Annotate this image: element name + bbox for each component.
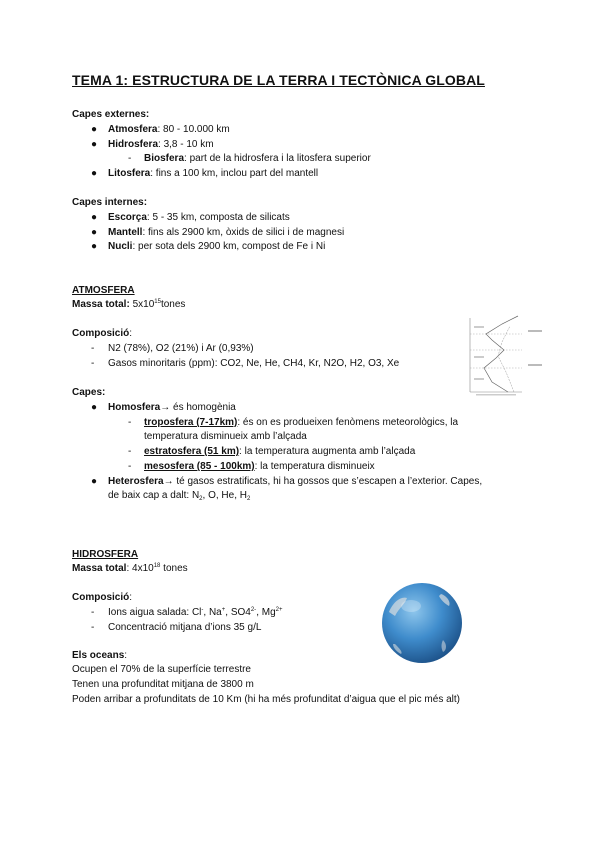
dash-icon: - <box>128 461 132 472</box>
oceans-line: Poden arribar a profunditats de 10 Km (hi ha més profunditat d’aigua que el pic més alt) <box>72 694 460 705</box>
list-item-litosfera: Litosfera: fins a 100 km, inclou part del mantell <box>108 168 319 179</box>
oceans-line: Ocupen el 70% de la superfície terrestre <box>72 664 251 675</box>
list-item-estratosfera: estratosfera (51 km): la temperatura augmenta amb l’alçada <box>144 446 416 457</box>
list-item-homosfera: Homosfera→ és homogènia <box>108 402 236 413</box>
axis-label-mark <box>476 394 516 396</box>
hidrosfera-composicio-heading: Composició: <box>72 592 133 603</box>
globe-sphere <box>382 583 462 663</box>
label-mark <box>528 330 542 332</box>
bullet-icon: ● <box>91 402 98 413</box>
atmosphere-profile-diagram <box>462 312 546 398</box>
composicio-item: Gasos minoritaris (ppm): CO2, Ne, He, CH4, Kr, N2O, H2, O3, Xe <box>108 358 400 369</box>
concentracio-item: Concentració mitjana d’ions 35 g/L <box>108 622 262 633</box>
troposfera-continuation: temperatura disminueix amb l’alçada <box>144 431 307 442</box>
list-item-nucli: Nucli: per sota dels 2900 km, compost de Fe i Ni <box>108 241 326 252</box>
heterosfera-continuation: de baix cap a dalt: $N_2$, O, He, $H_2$ <box>108 490 251 502</box>
bullet-icon: ● <box>91 212 98 223</box>
page-title: TEMA 1: ESTRUCTURA DE LA TERRA I TECTÒNICA GLOBAL <box>72 72 485 88</box>
list-item-hidrosfera: Hidrosfera: 3,8 - 10 km <box>108 139 214 150</box>
list-item-mantell: Mantell: fins als 2900 km, òxids de silici i de magnesi <box>108 227 345 238</box>
list-item-atmosfera: Atmosfera: 80 - 10.000 km <box>108 124 230 135</box>
globe-highlight <box>401 600 421 612</box>
composicio-item: N2 (78%), O2 (21%) i Ar (0,93%) <box>108 343 254 354</box>
bullet-icon: ● <box>91 139 98 150</box>
dash-icon: - <box>91 343 95 354</box>
list-item-mesosfera: mesosfera (85 - 100km): la temperatura disminueix <box>144 461 375 472</box>
label-mark <box>474 326 484 328</box>
capes-externes-heading: Capes externes: <box>72 109 150 120</box>
dash-icon: - <box>91 622 95 633</box>
dash-icon: - <box>128 446 132 457</box>
capes-heading: Capes: <box>72 387 106 398</box>
atmosfera-heading: ATMOSFERA <box>72 285 135 296</box>
hidrosfera-massa: Massa total: $4x10^{18}$ tones <box>72 563 188 574</box>
list-item-heterosfera: Heterosfera→ té gasos estratificats, hi ha gossos que s’escapen a l’exterior. Capes, <box>108 476 483 487</box>
ions-item: Ions aigua salada: Cl-, Na+, $SO4^{2-}$, $Mg^{2+}$ <box>108 607 283 618</box>
bullet-icon: ● <box>91 168 98 179</box>
list-item-escorca: Escorça: 5 - 35 km, composta de silicats <box>108 212 290 223</box>
label-mark <box>528 364 542 366</box>
list-item-troposfera: troposfera (7-17km): és on es produeixen fenòmens meteorològics, la <box>144 417 459 428</box>
atmosfera-massa: Massa total: $5x10^{15}tones$ <box>72 299 186 310</box>
bullet-icon: ● <box>91 476 98 487</box>
dash-icon: - <box>91 607 95 618</box>
bullet-icon: ● <box>91 227 98 238</box>
label-mark <box>474 378 484 380</box>
oceans-line: Tenen una profunditat mitjana de 3800 m <box>72 679 254 690</box>
dash-icon: - <box>128 417 132 428</box>
oceans-heading: Els oceans: <box>72 650 128 661</box>
bullet-icon: ● <box>91 241 98 252</box>
dash-icon: - <box>128 153 132 164</box>
dash-icon: - <box>91 358 95 369</box>
label-mark <box>474 356 484 358</box>
capes-internes-heading: Capes internes: <box>72 197 148 208</box>
atmosfera-composicio-heading: Composició: <box>72 328 133 339</box>
earth-globe-image <box>381 582 463 664</box>
hidrosfera-heading: HIDROSFERA <box>72 549 139 560</box>
list-item-biosfera: Biosfera: part de la hidrosfera i la litosfera superior <box>144 153 371 164</box>
bullet-icon: ● <box>91 124 98 135</box>
